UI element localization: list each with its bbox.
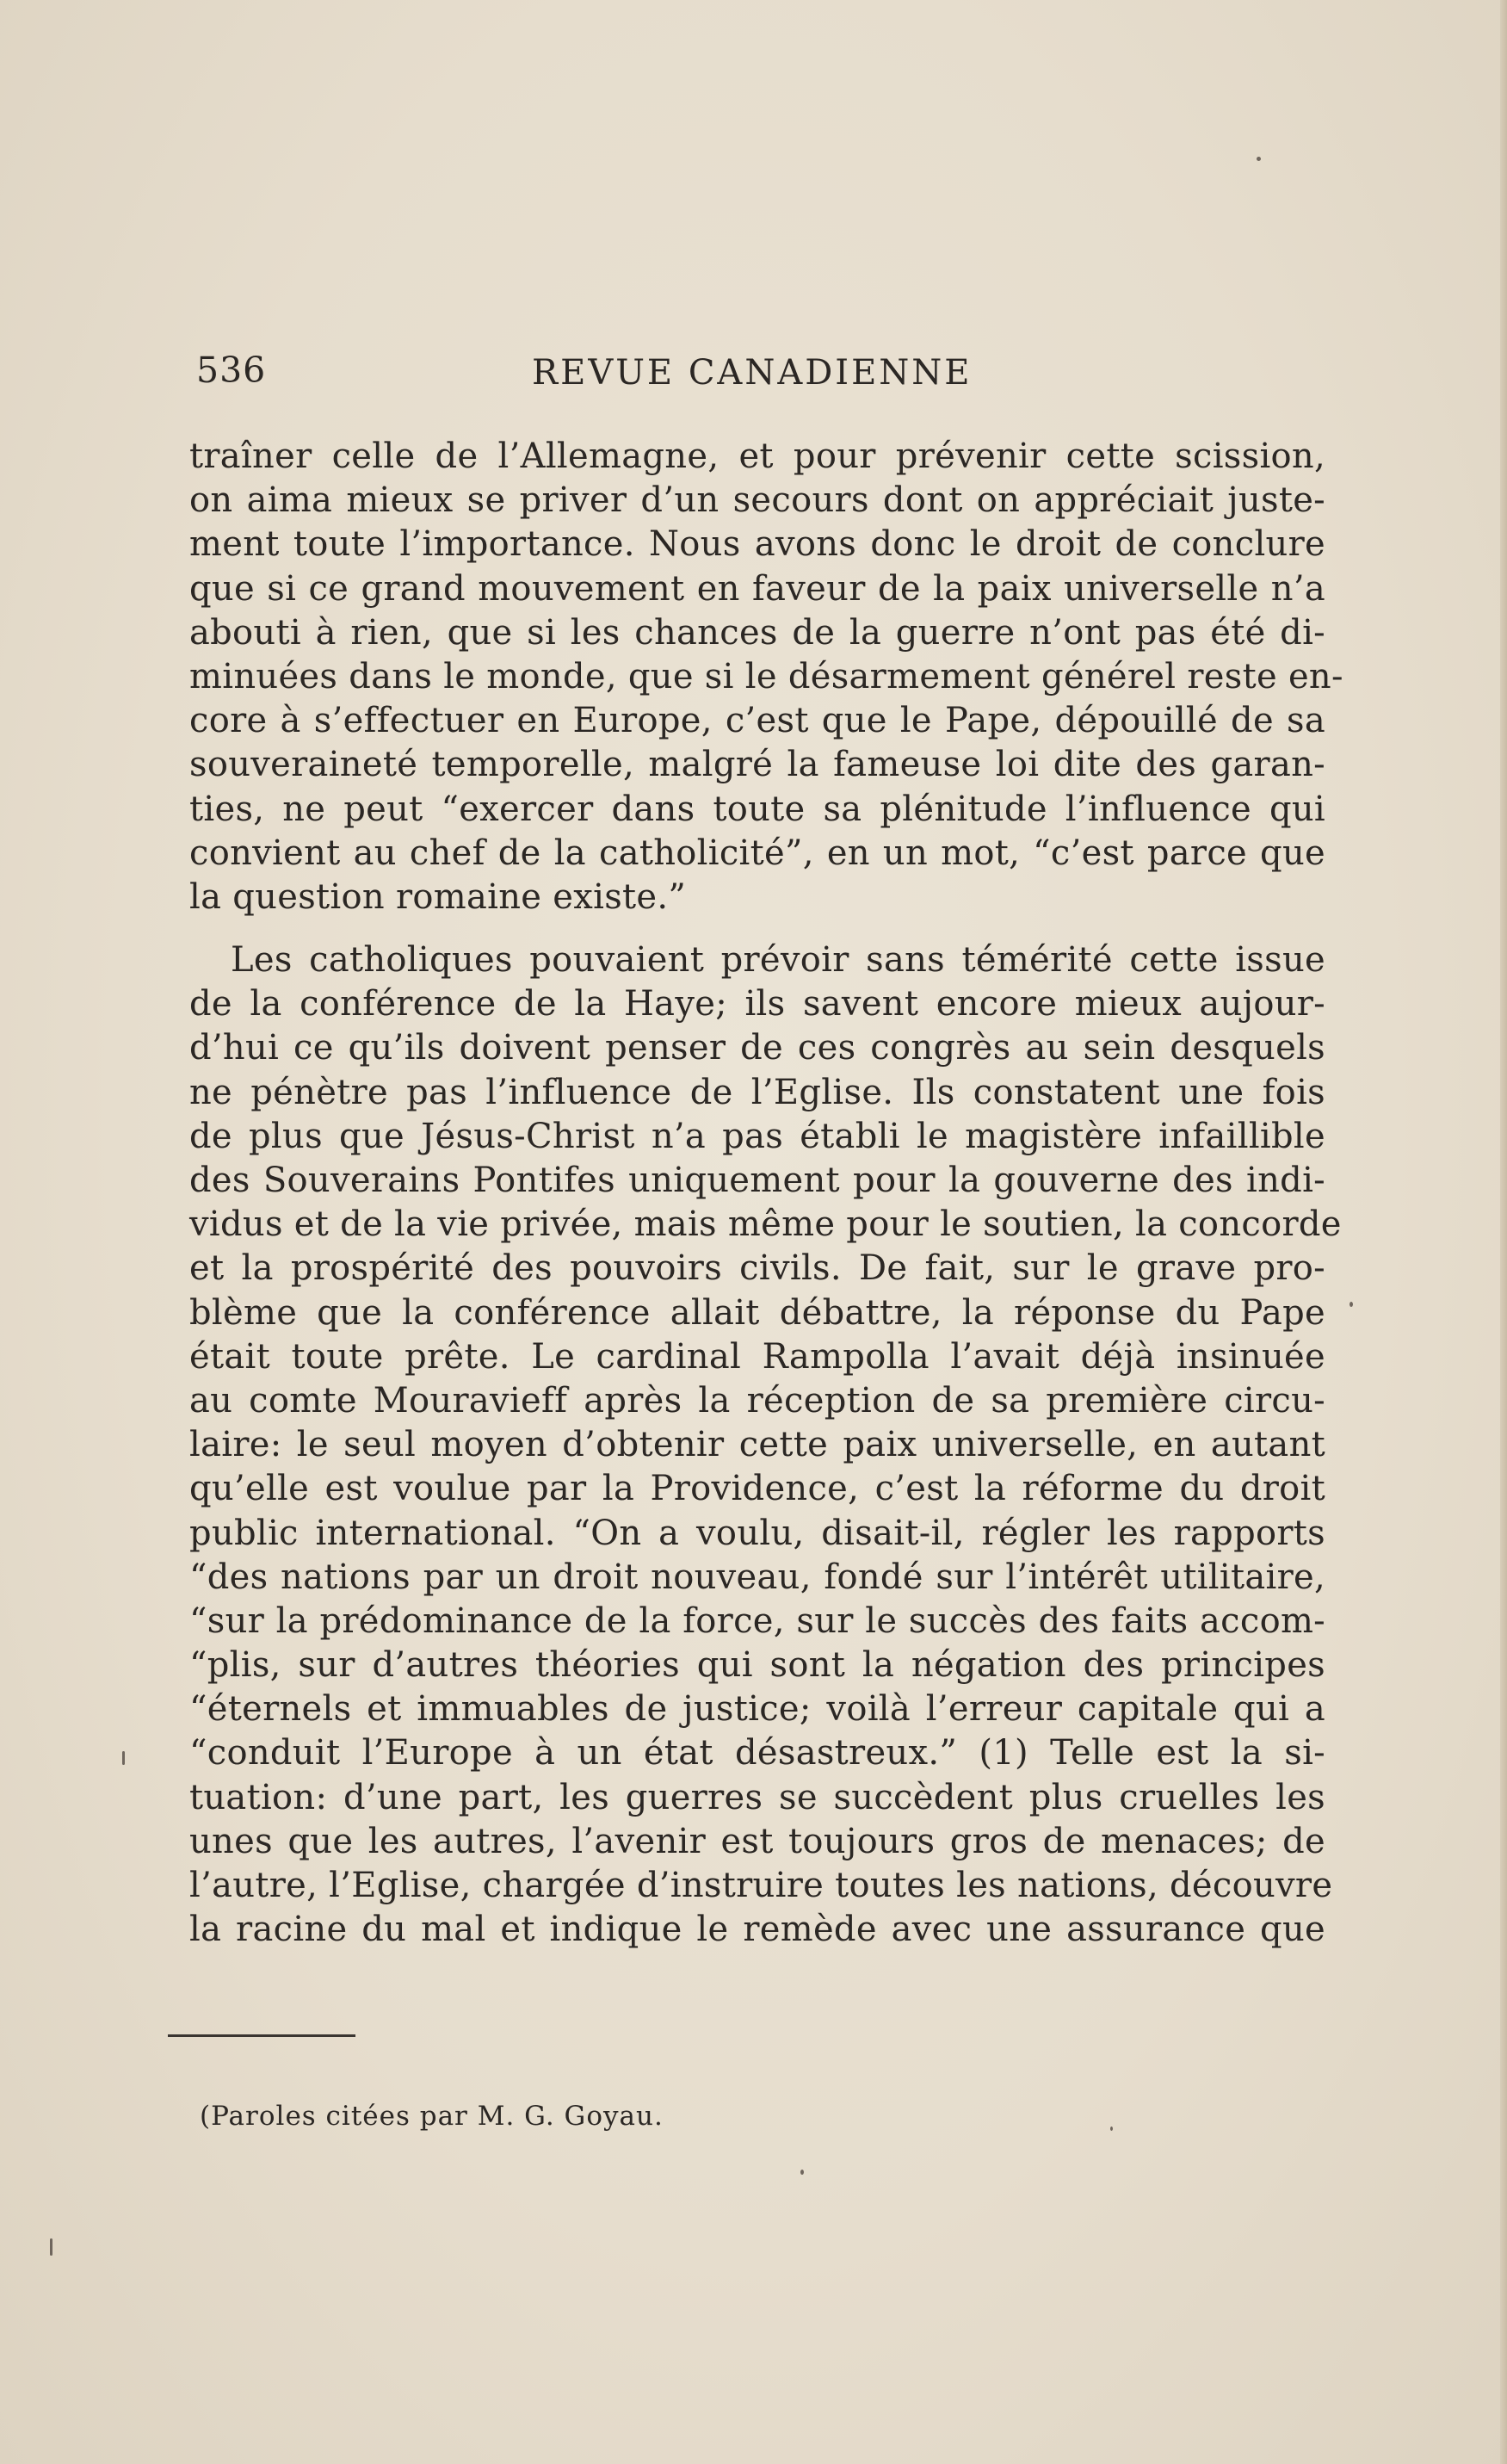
text-line: “des nations par un droit nouveau, fondé sur l’intérêt utilitaire,	[189, 1557, 1325, 1597]
paper-speck	[800, 2170, 804, 2175]
body-text	[189, 435, 1343, 1952]
text-line: et la prospérité des pouvoirs civils. De fait, sur le grave pro-	[189, 1248, 1325, 1289]
text-line: d’hui ce qu’ils doivent penser de ces congrès au sein desquels	[189, 1028, 1325, 1068]
text-line: convient au chef de la catholicité”, en un mot, “c’est parce que	[189, 833, 1325, 873]
text-line: ties, ne peut “exercer dans toute sa plénitude l’influence qui	[189, 789, 1325, 829]
page-header	[196, 346, 1315, 398]
text-line: core à s’effectuer en Europe, c’est que le Pape, dépouillé de sa	[189, 701, 1325, 741]
text-line: des Souverains Pontifes uniquement pour la gouverne des indi-	[189, 1161, 1325, 1200]
text-line: “éternels et immuables de justice; voilà l’erreur capitale qui a	[189, 1689, 1325, 1730]
text-line: la question romaine existe.”	[189, 876, 687, 917]
text-line: ment toute l’importance. Nous avons donc le droit de conclure	[189, 524, 1325, 565]
paper-speck	[122, 1751, 125, 1765]
text-line: était toute prête. Le cardinal Rampolla l’avait déjà insinuée	[189, 1336, 1325, 1377]
text-line: la racine du mal et indique le remède avec une assurance que	[189, 1910, 1325, 1950]
page-edge	[1500, 0, 1507, 2464]
text-line: laire: le seul moyen d’obtenir cette paix universelle, en autant	[189, 1425, 1325, 1465]
footnote-rule	[168, 2034, 355, 2037]
text-line: “plis, sur d’autres théories qui sont la négation des principes	[189, 1645, 1325, 1686]
text-line: “sur la prédominance de la force, sur le succès des faits accom-	[189, 1600, 1325, 1641]
paragraph-gap	[189, 919, 1325, 938]
text-line: public international. “On a voulu, disait-il, régler les rapports	[189, 1513, 1325, 1553]
paper-speck	[1110, 2127, 1113, 2131]
text-line: qu’elle est voulue par la Providence, c’est la réforme du droit	[189, 1469, 1325, 1509]
text-line: de plus que Jésus-Christ n’a pas établi le magistère infaillible	[189, 1116, 1325, 1156]
text-line: minuées dans le monde, que si le désarmement générel reste en-	[189, 656, 1343, 696]
text-line: ne pénètre pas l’influence de l’Eglise. Ils constatent une fois	[189, 1072, 1325, 1112]
paper-speck	[50, 2238, 52, 2256]
text-line: tuation: d’une part, les guerres se succèdent plus cruelles les	[189, 1777, 1325, 1817]
text-line: de la conférence de la Haye; ils savent encore mieux aujour-	[189, 984, 1325, 1025]
page-number: 536	[196, 350, 267, 391]
paper-speck	[1257, 157, 1261, 161]
text-line: blème que la conférence allait débattre, la réponse du Pape	[189, 1292, 1325, 1333]
text-line: unes que les autres, l’avenir est toujours gros de menaces; de	[189, 1821, 1325, 1861]
paper-speck	[1350, 1302, 1353, 1307]
text-line: Les catholiques pouvaient prévoir sans témérité cette issue	[231, 940, 1325, 981]
text-line: l’autre, l’Eglise, chargée d’instruire toutes les nations, découvre	[189, 1866, 1333, 1905]
footnote: (Paroles citées par M. G. Goyau.	[200, 2101, 664, 2132]
text-line: traîner celle de l’Allemagne, et pour prévenir cette scission,	[189, 436, 1325, 476]
text-line: au comte Mouravieff après la réception de sa première circu-	[189, 1380, 1325, 1421]
text-line: que si ce grand mouvement en faveur de la paix universelle n’a	[189, 568, 1325, 609]
text-line: abouti à rien, que si les chances de la guerre n’ont pas été di-	[189, 612, 1325, 653]
running-title: REVUE CANADIENNE	[532, 353, 973, 393]
text-line: souveraineté temporelle, malgré la fameuse loi dite des garan-	[189, 745, 1325, 785]
text-line: vidus et de la vie privée, mais même pour le soutien, la concorde	[189, 1204, 1342, 1245]
text-line: “conduit l’Europe à un état désastreux.” (1) Telle est la si-	[189, 1733, 1325, 1774]
text-line: on aima mieux se priver d’un secours dont on appréciait juste-	[189, 480, 1325, 521]
